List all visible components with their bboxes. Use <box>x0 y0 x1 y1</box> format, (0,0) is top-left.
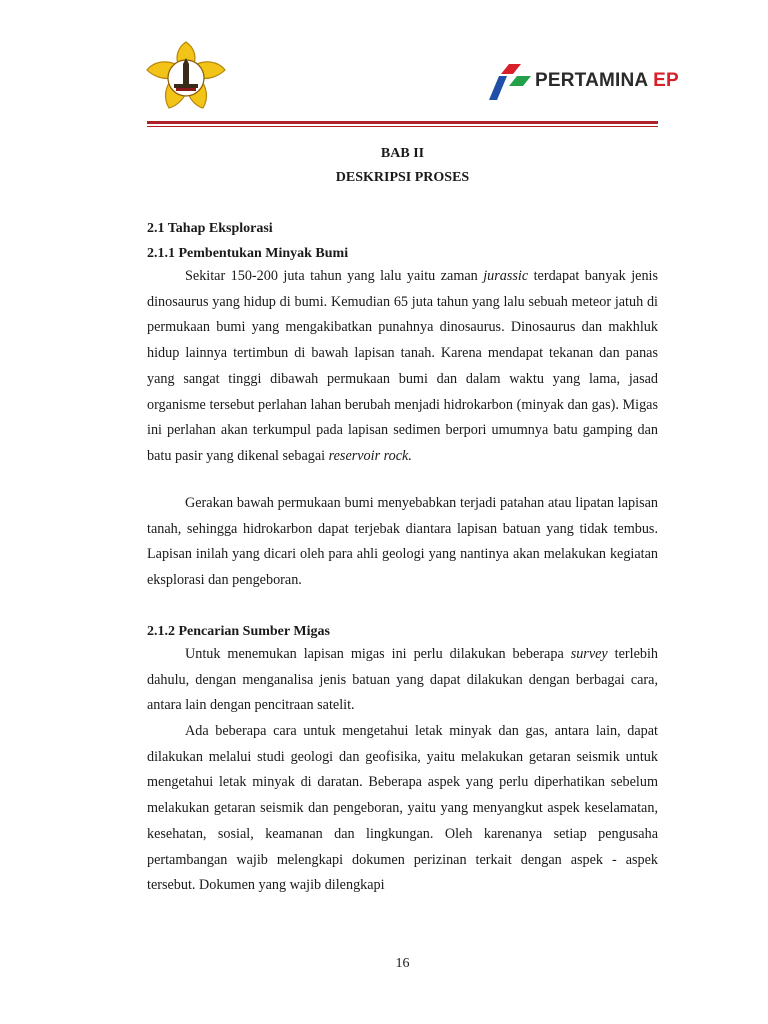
section-2-1-title: 2.1 Tahap Eksplorasi <box>147 221 273 236</box>
paragraph-formation-1 <box>147 264 658 470</box>
chapter-title: DESKRIPSI PROSES <box>335 170 470 185</box>
chapter-number: BAB II <box>380 146 425 161</box>
text-run: Sekitar 150-200 juta tahun yang lalu yaitu zaman <box>185 268 484 284</box>
text-run: terlebih dahulu, dengan menganalisa jenis batuan yang dapat dilakukan dengan berbagai cara, antara lain dengan pencitraan satelit. <box>147 646 658 714</box>
section-2-1-2-title: 2.1.2 Pencarian Sumber Migas <box>147 624 330 639</box>
university-emblem-logo <box>143 40 229 118</box>
brand-word-pertamina: PERTAMINA <box>535 70 648 91</box>
text-run: Untuk menemukan lapisan migas ini perlu dilakukan beberapa <box>185 646 571 662</box>
page-number: 16 <box>395 956 410 971</box>
pertamina-ep-logo <box>487 62 679 102</box>
italic-term: reservoir rock. <box>328 447 412 464</box>
pertamina-mark-icon <box>487 62 533 102</box>
brand-name <box>535 70 679 92</box>
header-rule-thin <box>147 126 658 127</box>
paragraph-search-2: Ada beberapa cara untuk mengetahui letak minyak dan gas, antara lain, dapat dilakukan melalui studi geologi dan geofisika, yaitu melakukan getaran seismik untuk mengetahui letak minyak di daratan. Beberapa aspek yang perlu diperhatikan sebelum melakukan getaran seismik dan pengeboran, yaitu yang menyangkut aspek keselamatan, kesehatan, sosial, keamanan dan lingkungan. Oleh karenanya setiap pengusaha pertambangan wajib melengkapi dokumen perizinan terkait dengan aspek - aspek tersebut. Dokumen yang wajib dilengkapi <box>147 723 658 894</box>
emblem-icon <box>143 40 229 118</box>
paragraph-formation-2: Gerakan bawah permukaan bumi menyebabkan terjadi patahan atau lipatan lapisan tanah, sehingga hidrokarbon dapat terjebak diantara lapisan batuan yang tidak tembus. Lapisan inilah yang dicari oleh para ahli geologi yang nantinya akan melakukan kegiatan eksplorasi dan pengeboran. <box>147 495 658 589</box>
brand-word-ep: EP <box>653 70 679 91</box>
section-2-1-1-title: 2.1.1 Pembentukan Minyak Bumi <box>147 246 349 261</box>
header-rule-thick <box>147 121 658 124</box>
italic-term: survey <box>570 646 608 662</box>
paragraph-search-1 <box>147 642 658 719</box>
italic-term: jurassic <box>483 268 529 284</box>
text-run: terdapat banyak jenis dinosaurus yang hidup di bumi. Kemudian 65 juta tahun yang lalu sebuah meteor jatuh di permukaan bumi yang mengakibatkan punahnya dinosaurus. Dinosaurus dan makhluk hidup lainnya tertimbun di bawah lapisan tanah. Karena mendapat tekanan dan panas yang sangat tinggi dibawah permukaan bumi dan dalam waktu yang lama, jasad organisme tersebut perlahan lahan berubah menjadi hidrokarbon (minyak dan gas). Migas ini perlahan akan terkumpul pada lapisan sedimen berpori umumnya batu gamping dan batu pasir yang dikenal sebagai <box>147 268 658 464</box>
